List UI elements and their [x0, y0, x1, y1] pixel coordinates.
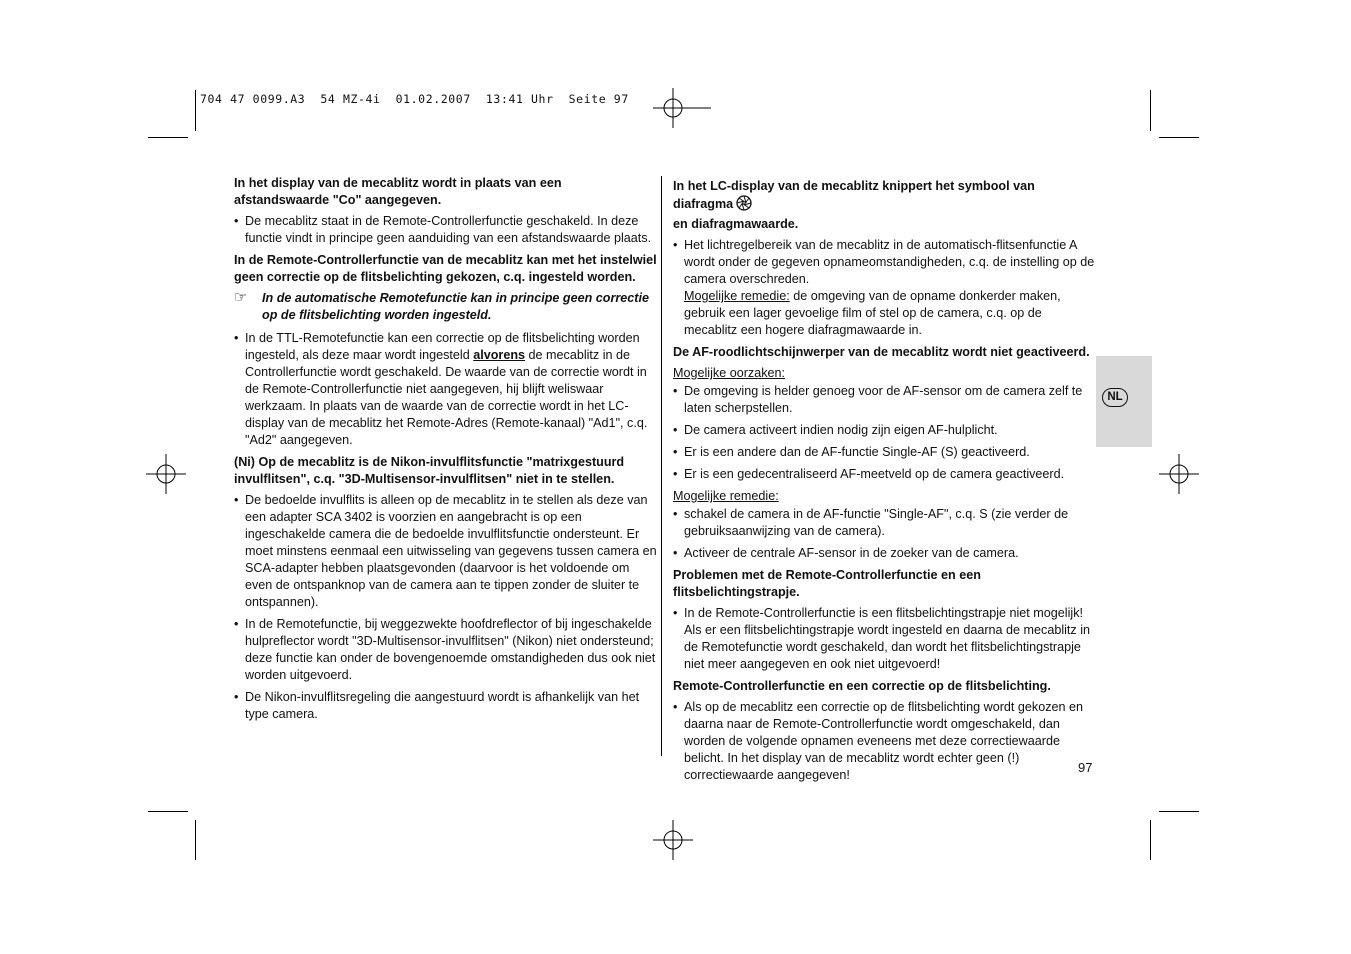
registration-mark-icon [1159, 454, 1199, 494]
crop-mark [1159, 811, 1199, 812]
bullet-text: In de TTL-Remotefunctie kan een correctie op de flitsbelichting worden ingesteld, als deze maar wordt ingesteld [245, 331, 640, 362]
right-column [673, 178, 1097, 789]
emphasis-text: alvorens [473, 348, 526, 362]
crop-mark [148, 811, 188, 812]
bullet-item: • De mecablitz staat in de Remote-Controllerfunctie geschakeld. In deze functie vindt in principe geen aanduiding van een afstandswaarde plaats. [234, 213, 658, 247]
crop-mark [1150, 820, 1151, 860]
section-heading: (Ni) Op de mecablitz is de Nikon-invulflitsfunctie "matrixgestuurd invulflitsen", c.q. "3D-Multisensor-invulflitsen" niet in te stellen. [234, 455, 625, 486]
section-heading: In het display van de mecablitz wordt in plaats van een afstandswaarde "Co" aangegeven. [234, 176, 562, 207]
crop-mark [1150, 90, 1151, 131]
column-divider [661, 176, 662, 756]
bullet-item: • schakel de camera in de AF-functie "Single-AF", c.q. S (zie verder de gebruiksaanwijzing van de camera). [673, 506, 1097, 540]
bullet-item: • Er is een andere dan de AF-functie Single-AF (S) geactiveerd. [673, 444, 1097, 461]
remedy-label: Mogelijke remedie: [684, 289, 790, 303]
heading-text: In het LC-display van de mecablitz knippert het symbool van diafragma [673, 179, 1035, 211]
bullet-item: • De omgeving is helder genoeg voor de AF-sensor om de camera zelf te laten scherpstellen. [673, 383, 1097, 417]
aperture-icon [736, 195, 752, 216]
bullet-text: de omgeving van de opname donkerder maken, gebruik een lager gevoelige film of stel op de camera, c.q. op de mecablitz een hogere diafragmawaarde in. [684, 289, 1061, 337]
registration-mark-icon [146, 454, 186, 494]
section-heading [673, 178, 1097, 233]
bullet-item: • Activeer de centrale AF-sensor in de zoeker van de camera. [673, 545, 1097, 562]
bullet-item: • In de Remote-Controllerfunctie is een flitsbelichtingstrapje niet mogelijk! Als er een flitsbelichtingstrapje wordt ingesteld en daarna de mecablitz in de Remotefunctie wordt geschakeld, dan wordt het flitsbelichtingstrapje niet meer aangegeven en ook niet uitgevoerd! [673, 605, 1097, 673]
page-number: 97 [1078, 760, 1093, 775]
section-heading: In de Remote-Controllerfunctie van de mecablitz kan met het instelwiel geen correctie op de flitsbelichting gekozen, c.q. ingesteld worden. [234, 253, 657, 284]
crop-mark [195, 90, 196, 131]
bullet-item: • De camera activeert indien nodig zijn eigen AF-hulplicht. [673, 422, 1097, 439]
bullet-text: Het lichtregelbereik van de mecablitz in de automatisch-flitsenfunctie A wordt onder de gegeven opnameomstandigheden, c.q. de instelling op de camera overschreden. [684, 238, 1095, 286]
section-heading: Remote-Controllerfunctie en een correctie op de flitsbelichting. [673, 679, 1051, 693]
causes-label: Mogelijke oorzaken: [673, 366, 786, 380]
remedy-label: Mogelijke remedie: [673, 489, 779, 503]
bullet-item: • Er is een gedecentraliseerd AF-meetveld op de camera geactiveerd. [673, 466, 1097, 483]
language-badge: NL [1102, 388, 1128, 407]
section-heading: De AF-roodlichtschijnwerper van de mecablitz wordt niet geactiveerd. [673, 345, 1090, 359]
bullet-text: de mecablitz in de Controllerfunctie wordt geschakeld. De waarde van de correctie wordt in de Remote-Controllerfunctie niet aangegeven, hij blijft weliswaar werkzaam. In plaats van de waarde van de correctie wordt in het LC-display van de mecablitz het Remote-Adres (Remote-kanaal) "Ad1", c.q. "Ad2" aangegeven. [245, 348, 648, 447]
registration-mark-icon [653, 820, 693, 860]
note-text: In de automatische Remotefunctie kan in principe geen correctie op de flitsbelichting worden ingesteld. [262, 291, 650, 322]
left-column [234, 175, 658, 728]
bullet-item: • De Nikon-invulflitsregeling die aangestuurd wordt is afhankelijk van het type camera. [234, 689, 658, 723]
bullet-item [673, 237, 1097, 339]
crop-mark [195, 820, 196, 860]
bullet-item: • Als op de mecablitz een correctie op de flitsbelichting wordt gekozen en daarna naar de Remote-Controllerfunctie wordt omgeschakeld, dan worden de volgende opnamen eveneens met deze correctiewaarde belicht. In het display van de mecablitz wordt echter geen (!) correctiewaarde aangegeven! [673, 699, 1097, 784]
print-info-header: 704 47 0099.A3 54 MZ-4i 01.02.2007 13:41 Uhr Seite 97 [200, 92, 629, 106]
crop-mark [1159, 137, 1199, 138]
bullet-item: • In de Remotefunctie, bij weggezwekte hoofdreflector of bij ingeschakelde hulpreflector wordt "3D-Multisensor-invulflitsen" (Nikon) niet ondersteund; deze functie kan onder de bovengenoemde omstandigheden dus ook niet worden uitgevoerd. [234, 616, 658, 684]
section-heading: Problemen met de Remote-Controllerfunctie en een flitsbelichtingstrapje. [673, 568, 981, 599]
crop-mark [148, 137, 188, 138]
note [234, 290, 658, 324]
pointing-hand-icon: ☞ [234, 289, 248, 306]
bullet-item: • De bedoelde invulflits is alleen op de mecablitz in te stellen als deze van een adapter SCA 3402 is voorzien en aangebracht is op een ingeschakelde camera die de bedoelde invulflitsfunctie ondersteunt. Er moet minstens eenmaal een uitwisseling van gegevens tussen camera en SCA-adapter hebben plaatsgevonden (daarvoor is het voldoende om even de ontspanknop van de camera aan te tippen zonder de sluiter te ontspannen). [234, 492, 658, 611]
registration-mark-icon [653, 88, 713, 128]
bullet-item [234, 330, 658, 449]
heading-text: en diafragmawaarde. [673, 217, 799, 231]
